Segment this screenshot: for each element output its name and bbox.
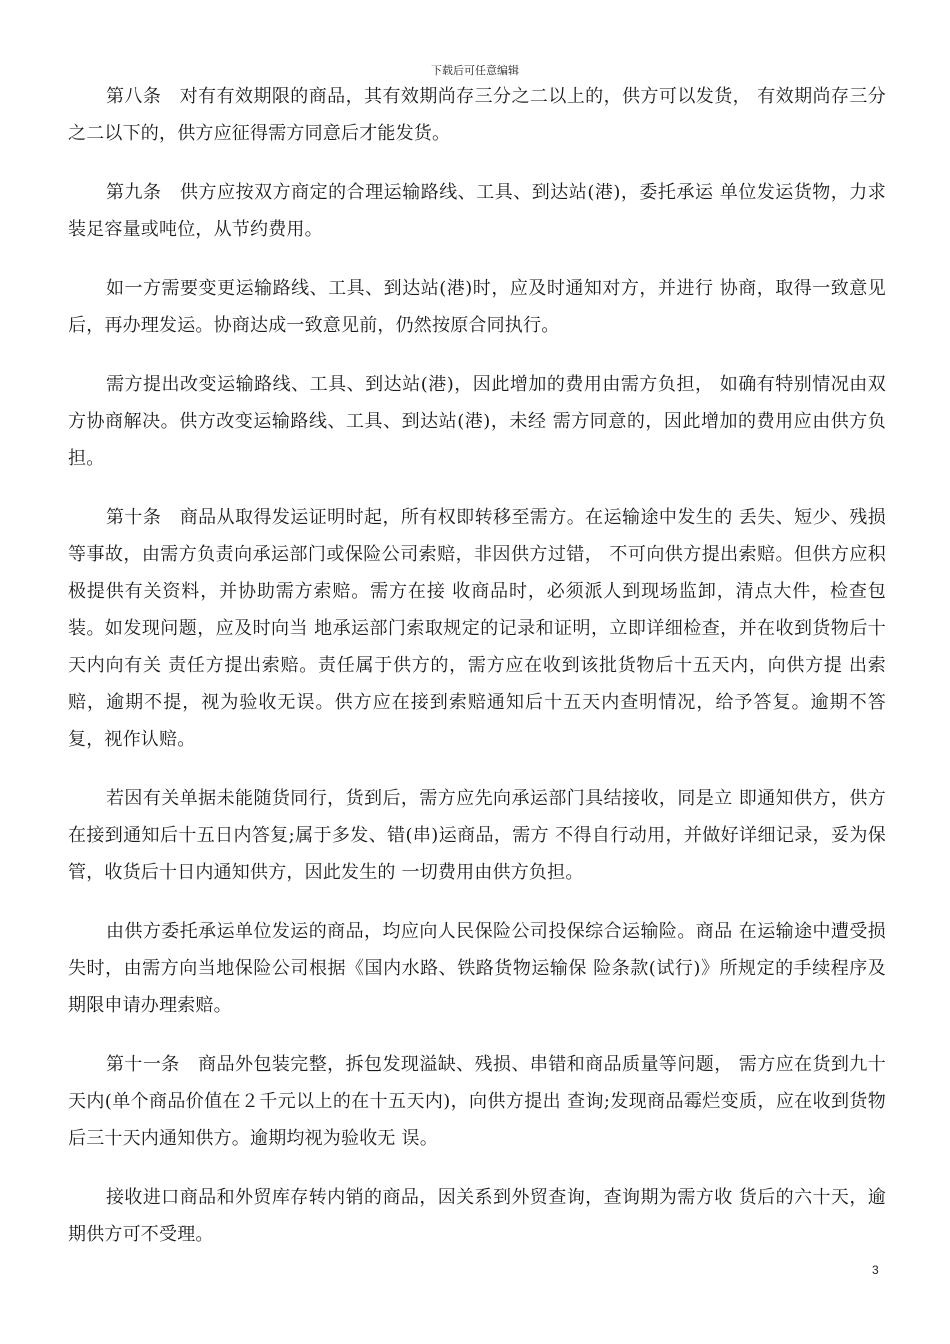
page-number: 3 [872,1263,879,1277]
paragraph-import-goods: 接收进口商品和外贸库存转内销的商品，因关系到外贸查询，查询期为需方收 货后的六十天，逾期供方可不受理。 [68,1187,886,1245]
paragraph-article-8: 第八条 对有有效期限的商品，其有效期尚存三分之二以上的，供方可以发货， 有效期尚存三分之二以下的，供方应征得需方同意后才能发货。 [68,86,886,144]
paragraph-article-9: 第九条 供方应按双方商定的合理运输路线、工具、到达站(港)，委托承运 单位发运货物，力求装足容量或吨位，从节约费用。 [68,182,886,240]
paragraph-route-change-cost: 需方提出改变运输路线、工具、到达站(港)，因此增加的费用由需方负担， 如确有特别情况由双方协商解决。供方改变运输路线、工具、到达站(港)，未经 需方同意的，因此增加的费用应由供方负担。 [68,374,886,469]
document-body [68,78,886,1275]
paragraph-missing-documents: 若因有关单据未能随货同行，货到后，需方应先向承运部门具结接收，同是立 即通知供方，供方在接到通知后十五日内答复;属于多发、错(串)运商品，需方 不得自行动用，并做好详细记录，妥为保管，收货后十日内通知供方，因此发生的 一切费用由供方负担。 [68,788,886,883]
paragraph-route-change: 如一方需要变更运输路线、工具、到达站(港)时，应及时通知对方，并进行 协商，取得一致意见后，再办理发运。协商达成一致意见前，仍然按原合同执行。 [68,278,886,336]
paragraph-article-11: 第十一条 商品外包装完整，拆包发现溢缺、残损、串错和商品质量等问题， 需方应在货到九十天内(单个商品价值在２千元以上的在十五天内)，向供方提出 查询;发现商品霉烂变质，应在收到货物后三十天内通知供方。逾期均视为验收无 误。 [68,1054,886,1149]
paragraph-article-10: 第十条 商品从取得发运证明时起，所有权即转移至需方。在运输途中发生的 丢失、短少、残损等事故，由需方负责向承运部门或保险公司索赔，非因供方过错， 不可向供方提出索赔。但供方应积极提供有关资料，并协助需方索赔。需方在接 收商品时，必须派人到现场监卸，清点大件，检查包装。如发现问题，应及时向当 地承运部门索取规定的记录和证明，立即详细检查，并在收到货物后十天内向有关 责任方提出索赔。责任属于供方的，需方应在收到该批货物后十五天内，向供方提 出索赔，逾期不提，视为验收无误。供方应在接到索赔通知后十五天内查明情况，给予答复。逾期不答复，视作认赔。 [68,507,886,750]
paragraph-insurance: 由供方委托承运单位发运的商品，均应向人民保险公司投保综合运输险。商品 在运输途中遭受损失时，由需方向当地保险公司根据《国内水路、铁路货物运输保 险条款(试行)》所规定的手续程序及期限申请办理索赔。 [68,921,886,1016]
header-note: 下载后可任意编辑 [431,64,519,77]
